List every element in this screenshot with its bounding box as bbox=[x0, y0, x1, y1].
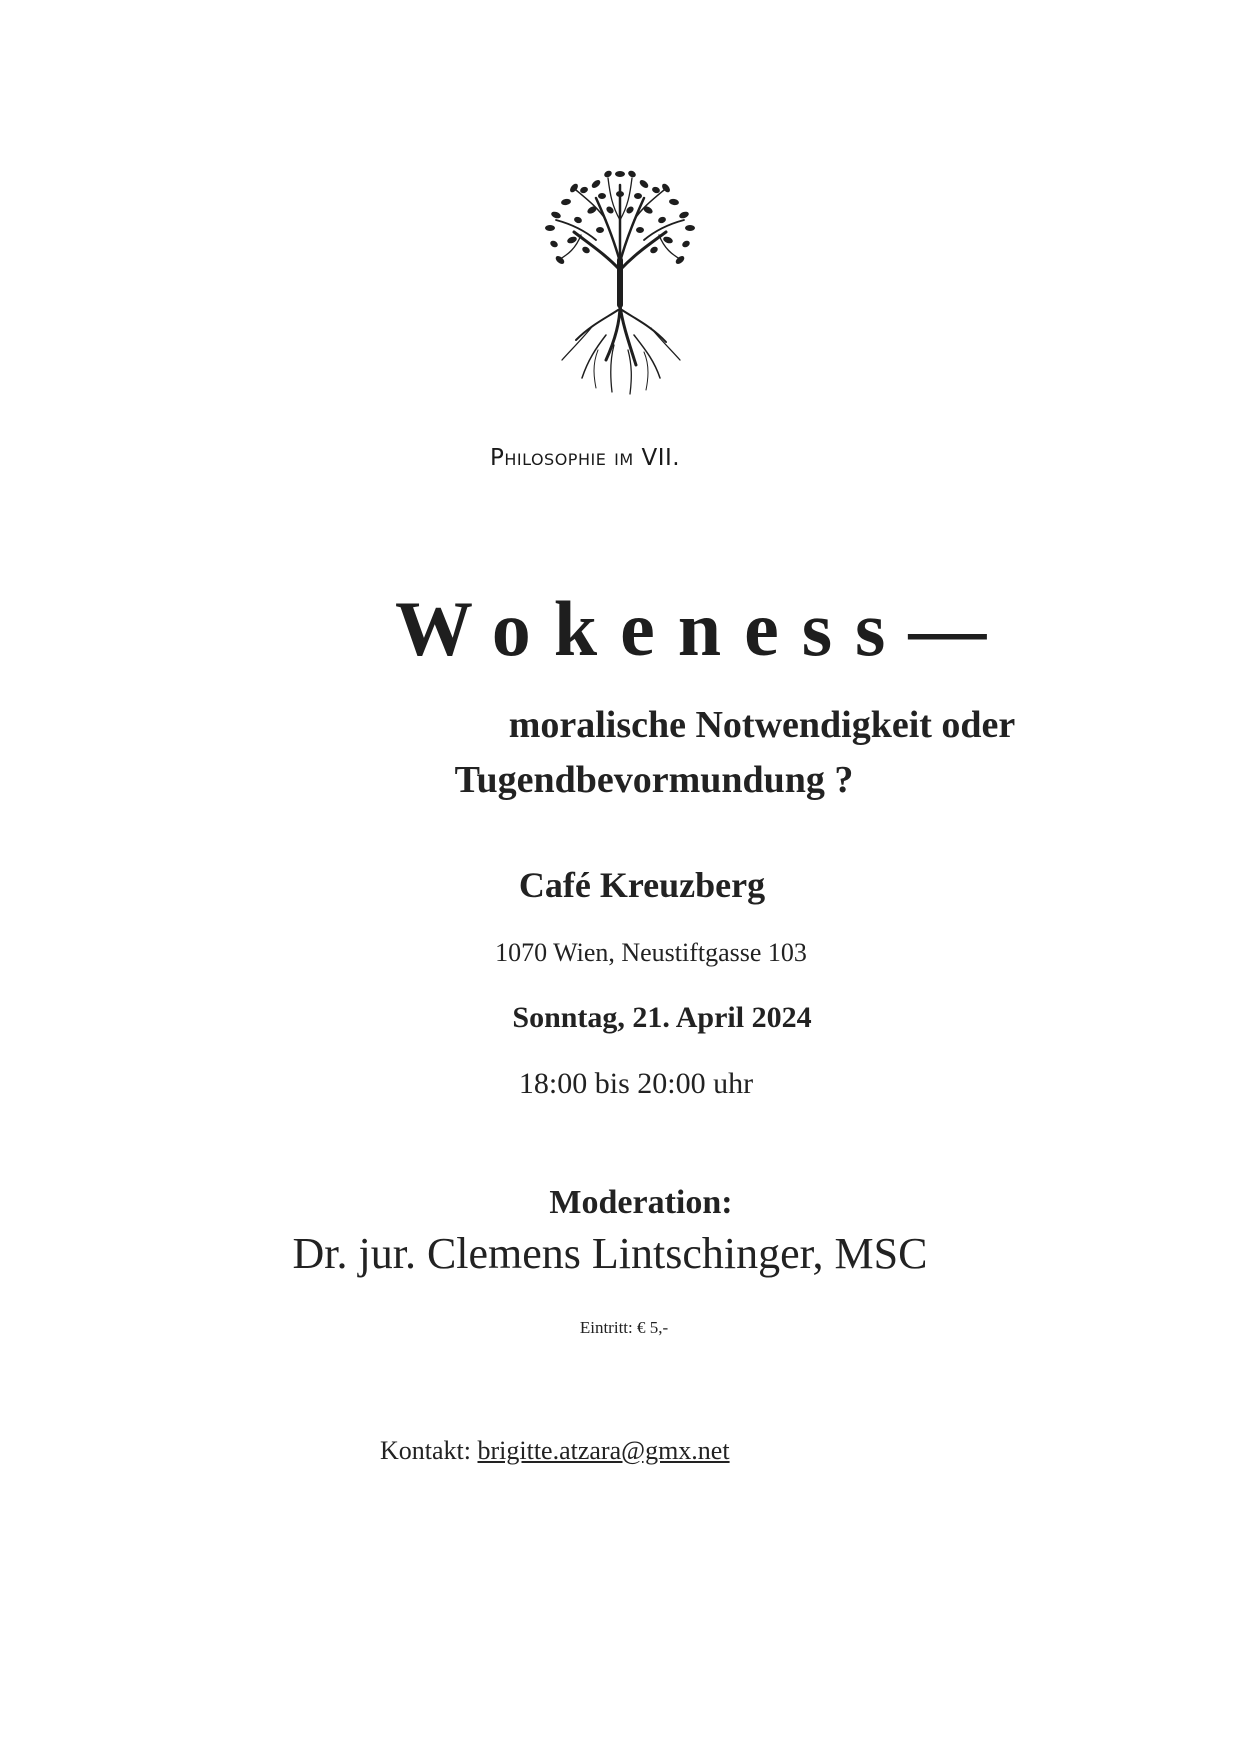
admission-fee: Eintritt: € 5,- bbox=[579, 1318, 669, 1337]
event-subtitle-line1: moralische Notwendigkeit oder bbox=[508, 704, 1016, 746]
series-title: Philosophie im VII. bbox=[490, 445, 681, 471]
event-time: 18:00 bis 20:00 uhr bbox=[518, 1067, 754, 1100]
venue-name: Café Kreuzberg bbox=[518, 865, 766, 905]
contact-label: Kontakt: bbox=[380, 1436, 471, 1465]
event-date: Sonntag, 21. April 2024 bbox=[512, 1001, 812, 1034]
event-subtitle-line2: Tugendbevormundung ? bbox=[454, 759, 854, 801]
moderator-name: Dr. jur. Clemens Lintschinger, MSC bbox=[292, 1229, 928, 1278]
event-title: Wokeness— bbox=[395, 585, 1010, 672]
tree-of-life-icon bbox=[536, 160, 704, 400]
contact-line bbox=[380, 1436, 730, 1466]
moderation-label: Moderation: bbox=[549, 1184, 733, 1221]
venue-address: 1070 Wien, Neustiftgasse 103 bbox=[495, 938, 807, 967]
contact-email-link[interactable]: brigitte.atzara@gmx.net bbox=[477, 1436, 730, 1465]
